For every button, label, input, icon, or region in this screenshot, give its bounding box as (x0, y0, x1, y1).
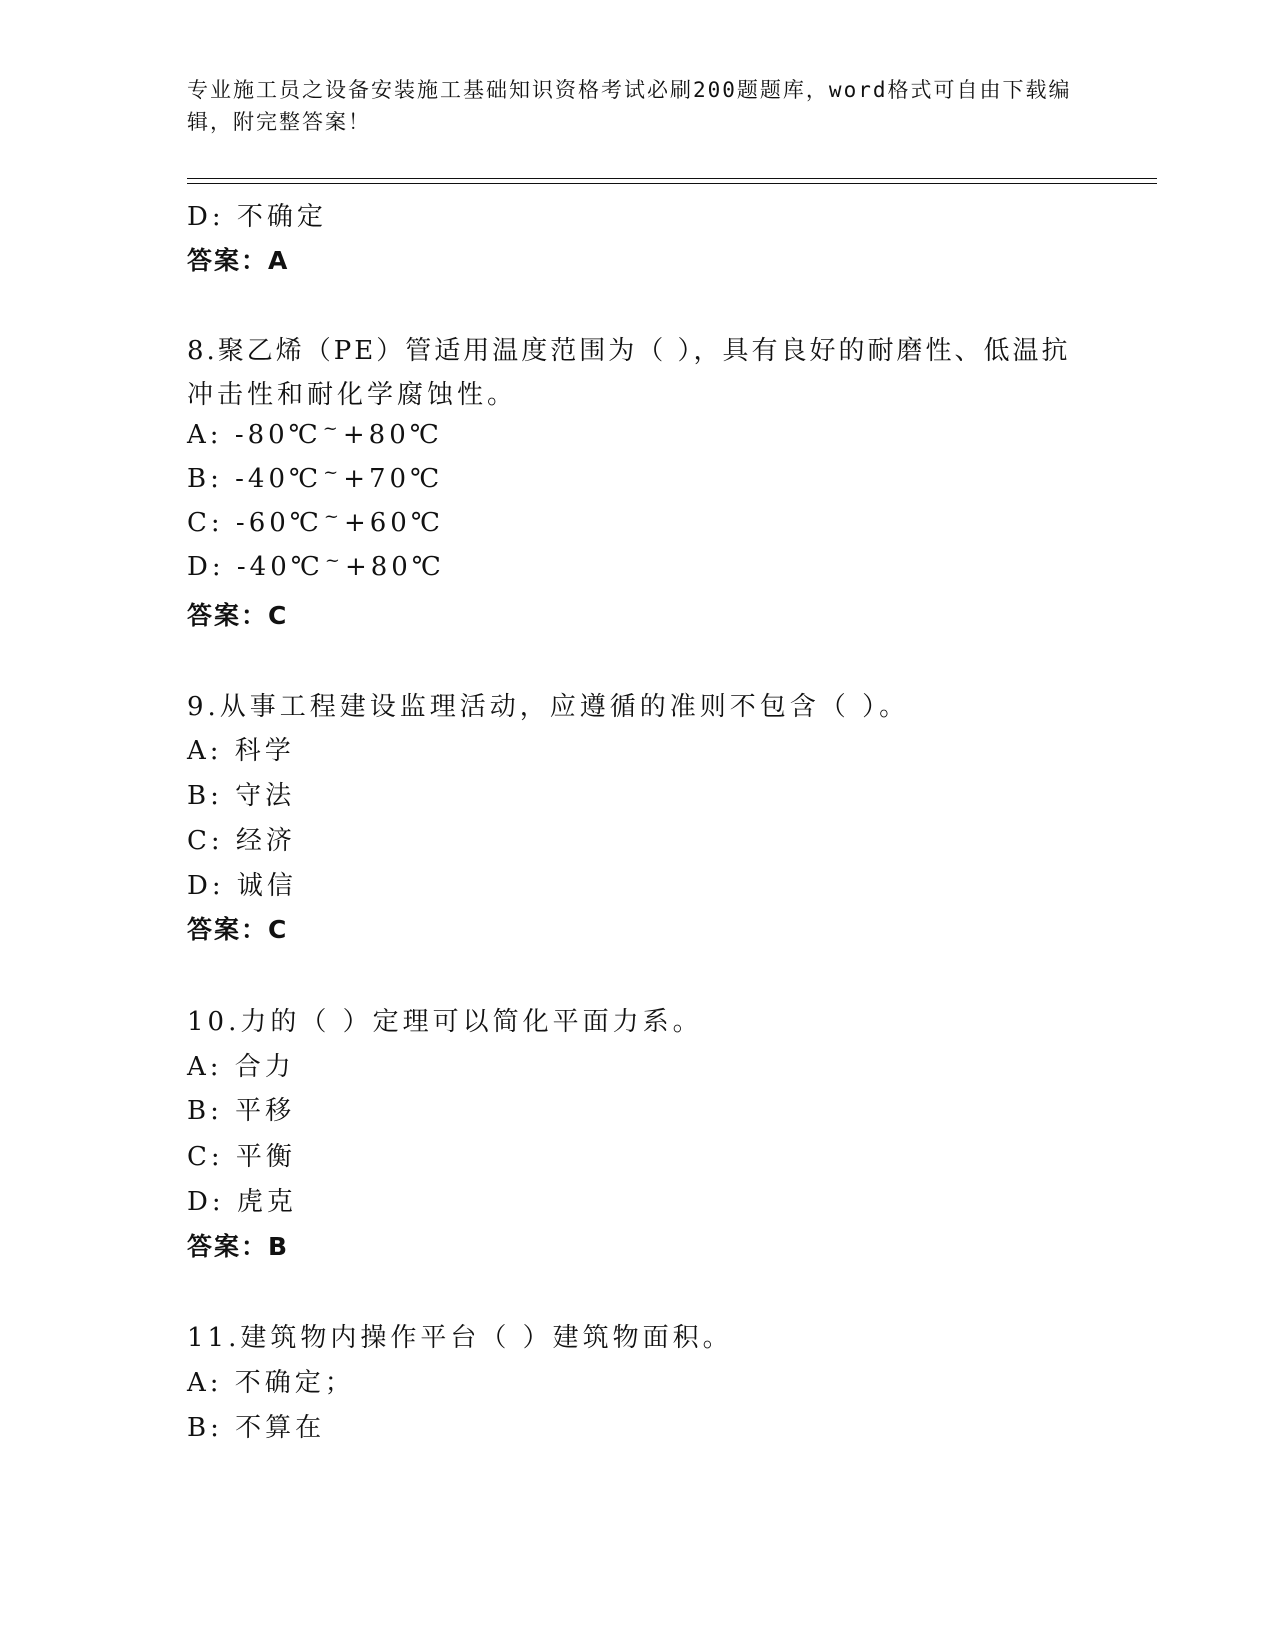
q8-option-a: A: -80℃~+80℃ (187, 418, 443, 450)
q8-option-b: B: -40℃~+70℃ (187, 462, 444, 494)
q10-answer: 答案：B (187, 1232, 290, 1261)
q8-stem-line1: 8.聚乙烯（PE）管适用温度范围为（ ），具有良好的耐磨性、低温抗 (187, 336, 1071, 366)
q10-option-b: B: 平移 (187, 1096, 296, 1126)
q10-option-a: A: 合力 (187, 1052, 295, 1082)
q11-option-a: A: 不确定； (187, 1368, 355, 1398)
q9-answer: 答案：C (187, 915, 289, 944)
q9-option-d: D: 诚信 (187, 871, 297, 901)
q8-option-c: C: -60℃~+60℃ (187, 506, 444, 538)
q9-option-c: C: 经济 (187, 826, 296, 856)
q9-option-a: A: 科学 (187, 736, 295, 766)
prev-answer: 答案：A (187, 246, 290, 275)
q9-stem: 9.从事工程建设监理活动，应遵循的准则不包含（ ）。 (187, 692, 910, 722)
q10-stem: 10.力的（ ）定理可以简化平面力系。 (187, 1007, 703, 1037)
header-rule-bottom (187, 183, 1157, 184)
document-header: 专业施工员之设备安装施工基础知识资格考试必刷200题题库，word格式可自由下载编辑，附完整答案！ (187, 78, 1072, 134)
q10-option-c: C: 平衡 (187, 1142, 296, 1172)
q8-stem-line2: 冲击性和耐化学腐蚀性。 (187, 380, 518, 410)
prev-option-d: D: 不确定 (187, 202, 327, 232)
q8-answer: 答案：C (187, 601, 289, 630)
header-rule-top (187, 178, 1157, 179)
q9-option-b: B: 守法 (187, 781, 296, 811)
q8-option-d: D: -40℃~+80℃ (187, 550, 445, 582)
q11-option-b: B: 不算在 (187, 1413, 326, 1443)
q11-stem: 11.建筑物内操作平台（ ）建筑物面积。 (187, 1323, 733, 1353)
q10-option-d: D: 虎克 (187, 1187, 297, 1217)
